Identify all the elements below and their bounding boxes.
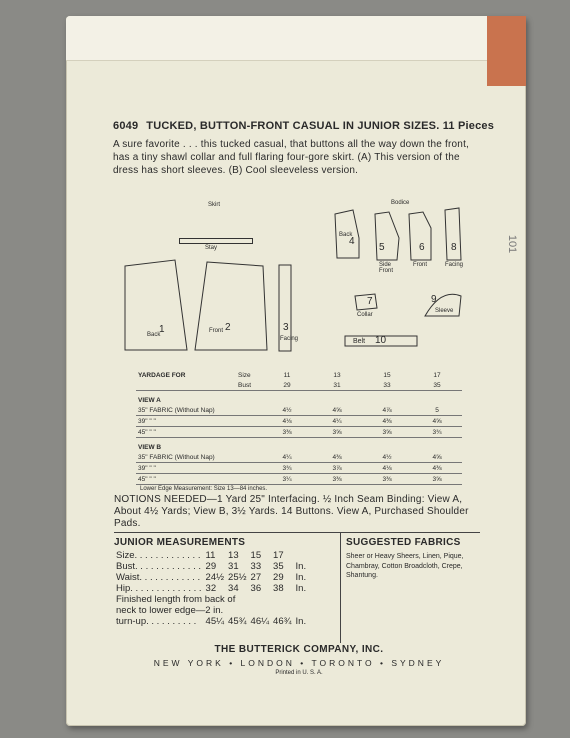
yardage-row-label: 35" FABRIC (Without Nap)	[136, 452, 262, 463]
measurement-cell: 24½	[205, 572, 225, 583]
yardage-table	[136, 370, 464, 485]
yardage-cell: 4⅜	[362, 416, 412, 427]
piece-7-number: 7	[367, 296, 373, 307]
piece-5-number: 5	[379, 242, 385, 253]
yardage-cell: 4⅝	[412, 416, 462, 427]
bust-cell: 29	[262, 380, 312, 391]
yardage-cell: 4¼	[312, 416, 362, 427]
measurement-unit: In.	[295, 572, 307, 583]
yardage-cell: 3¼	[262, 474, 312, 485]
box-divider	[340, 533, 341, 643]
yardage-cell: 3⅞	[312, 463, 362, 474]
junior-measurements-heading: JUNIOR MEASUREMENTS	[114, 537, 246, 548]
piece-2-number: 2	[225, 322, 231, 333]
yardage-cell: 4⅜	[312, 452, 362, 463]
yardage-cell: 4⅜	[412, 463, 462, 474]
yardage-row-label: 39" " "	[136, 416, 262, 427]
envelope-tab	[487, 16, 526, 86]
measurement-cell: 11	[205, 550, 216, 561]
yardage-cell: 3⅝	[362, 427, 412, 438]
table-row	[114, 572, 308, 583]
pattern-number: 6049	[113, 120, 139, 132]
piece-4-number: 4	[349, 236, 355, 247]
bust-label: Bust	[236, 380, 262, 391]
yardage-cell: 5	[412, 405, 462, 416]
yardage-cell: 4½	[362, 452, 412, 463]
piece-8-label: Facing	[445, 262, 464, 268]
piece-10-number: 10	[375, 335, 387, 346]
side-mark: 101	[506, 234, 519, 254]
bust-cell: 33	[362, 380, 412, 391]
piece-8-number: 8	[451, 242, 457, 253]
measurement-unit	[294, 550, 309, 561]
piece-6-number: 6	[419, 242, 425, 253]
size-label: Size	[238, 371, 251, 379]
measurement-cell: 33	[250, 561, 262, 572]
measurement-label: Size. . . . . . . . . . . . .	[116, 550, 201, 561]
measurement-label: Waist. . . . . . . . . . . .	[116, 572, 201, 583]
skirt-group-label: Skirt	[208, 202, 220, 208]
yardage-cell: 4⅛	[362, 463, 412, 474]
piece-2-label: Front	[209, 328, 224, 334]
view-a-label: VIEW A	[138, 396, 161, 404]
yardage-cell: 4⅝	[312, 405, 362, 416]
finished-length-note: neck to lower edge—2 in.	[116, 605, 224, 616]
header-block	[113, 120, 495, 177]
pattern-pieces-diagram	[113, 198, 485, 358]
measurement-unit: In.	[295, 616, 307, 627]
yardage-cell: 3¾	[262, 463, 312, 474]
yardage-cell: 3⅝	[412, 474, 462, 485]
measurement-cell: 46¾	[273, 616, 292, 627]
size-cell: 15	[383, 371, 391, 379]
stay-label: Stay	[205, 245, 218, 251]
yardage-cell: 4⅞	[362, 405, 412, 416]
printed-in: Printed in U. S. A.	[275, 670, 323, 676]
yardage-row-label: 45" " "	[136, 427, 262, 438]
yardage-cell: 4½	[262, 405, 312, 416]
piece-10-label: Belt	[353, 338, 366, 345]
yardage-cell: 4⅝	[412, 452, 462, 463]
suggested-fabrics-text: Sheer or Heavy Sheers, Linen, Pique, Chambray, Cotton Broadcloth, Crepe, Shantung.	[346, 553, 464, 579]
lower-edge-note: Lower Edge Measurement: Size 13—84 inches.	[140, 486, 268, 492]
table-row	[114, 561, 308, 572]
measurement-cell: 32	[205, 583, 217, 594]
piece-7-label: Collar	[357, 312, 373, 318]
suggested-fabrics	[346, 537, 486, 581]
piece-3-label: Facing	[280, 336, 299, 342]
measurement-cell: 36	[250, 583, 262, 594]
yardage-cell: 3⅜	[262, 427, 312, 438]
notions-needed: NOTIONS NEEDED—1 Yard 25" Interfacing. ½ Inch Seam Binding: View A, About 4½ Yards; View B, 3½ Yards. 14 Buttons. View A, Purchased Shoulder Pads.	[114, 494, 469, 529]
measurement-cell: 45¾	[228, 616, 247, 627]
measurement-cell: 25½	[228, 572, 247, 583]
junior-measurements	[114, 537, 336, 627]
piece-5-label: Side Front	[379, 262, 394, 274]
measurement-cell: 29	[273, 572, 284, 583]
piece-1-label: Back	[147, 332, 161, 338]
measurement-cell: 15	[250, 550, 262, 561]
company-cities: NEW YORK • LONDON • TORONTO • SYDNEY	[153, 658, 445, 668]
piece-6-label: Front	[413, 262, 428, 268]
pattern-title	[113, 120, 495, 132]
measurement-cell: 35	[273, 561, 284, 572]
measurement-label: Hip. . . . . . . . . . . . . .	[116, 583, 202, 594]
yardage-row-label: 39" " "	[136, 463, 262, 474]
measurement-cell: 13	[228, 550, 239, 561]
table-row	[114, 583, 308, 594]
measurement-cell: 34	[228, 583, 239, 594]
measurement-cell: 17	[273, 550, 284, 561]
bust-cell: 31	[312, 380, 362, 391]
measurement-cell: 45¼	[205, 616, 225, 627]
yardage-heading: YARDAGE FOR	[138, 371, 186, 379]
piece-9-number: 9	[431, 294, 437, 305]
finished-length-note: Finished length from back of	[116, 594, 236, 605]
measurement-cell: 29	[205, 561, 217, 572]
table-row	[114, 550, 308, 561]
measurement-cell: 31	[228, 561, 239, 572]
pattern-title-text: TUCKED, BUTTON-FRONT CASUAL IN JUNIOR SIZES. 11 Pieces	[146, 120, 495, 132]
measurement-cell: 38	[273, 583, 284, 594]
piece-1-number: 1	[159, 324, 165, 335]
size-cell: 13	[333, 371, 341, 379]
size-cell: 17	[433, 371, 441, 379]
measurements-box	[114, 532, 480, 643]
measurement-unit: In.	[295, 561, 307, 572]
piece-9-label: Sleeve	[435, 308, 454, 314]
yardage-row-label: 45" " "	[136, 474, 262, 485]
envelope-flap	[66, 16, 526, 61]
company-name: THE BUTTERICK COMPANY, INC.	[214, 644, 384, 655]
piece-4-label: Back	[339, 232, 353, 238]
bodice-group-label: Bodice	[391, 200, 410, 206]
piece-3-number: 3	[283, 322, 289, 333]
yardage-row-label: 35" FABRIC (Without Nap)	[136, 405, 262, 416]
suggested-fabrics-heading: SUGGESTED FABRICS	[346, 537, 461, 548]
yardage-cell: 4⅛	[262, 416, 312, 427]
yardage-cell: 3¾	[412, 427, 462, 438]
size-cell: 11	[283, 371, 291, 379]
yardage-cell: 3⅜	[362, 474, 412, 485]
measurement-label: turn-up. . . . . . . . . .	[116, 616, 197, 627]
yardage-cell: 4¼	[262, 452, 312, 463]
bust-cell: 35	[412, 380, 462, 391]
measurement-cell: 46¼	[250, 616, 270, 627]
measurement-cell: 27	[250, 572, 262, 583]
measurement-label: Bust. . . . . . . . . . . . .	[116, 561, 201, 572]
measurement-unit: In.	[295, 583, 307, 594]
yardage-cell: 3⅜	[312, 474, 362, 485]
table-row	[114, 616, 308, 627]
yardage-cell: 3⅝	[312, 427, 362, 438]
pattern-outlines	[113, 198, 485, 358]
view-b-label: VIEW B	[138, 443, 162, 451]
pattern-description: A sure favorite . . . this tucked casual, that buttons all the way down the front, has a tiny shawl collar and full flaring four-gore skirt. (A) This version of the dress has short sleeves. (B) Cool sleeveless version.	[113, 139, 470, 176]
